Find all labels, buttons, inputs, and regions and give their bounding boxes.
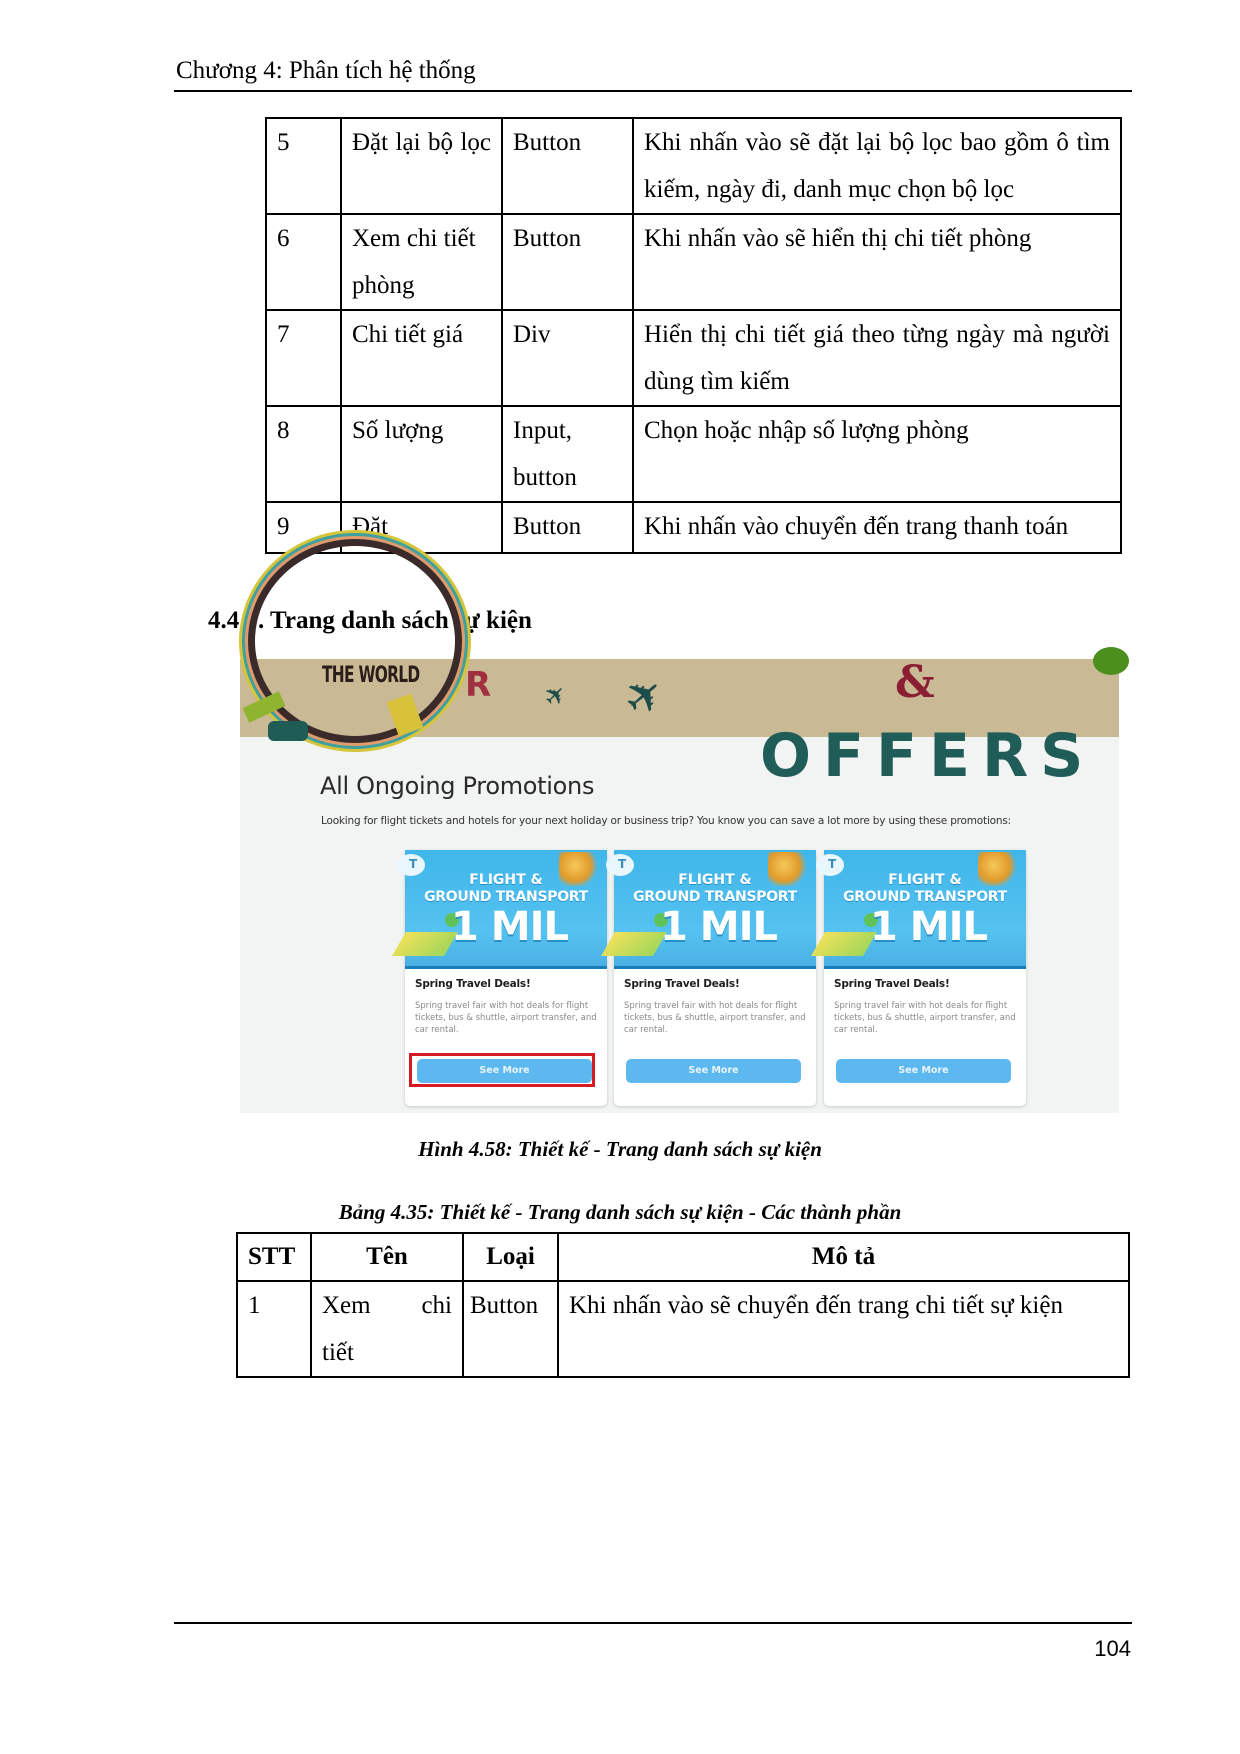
cell-mo-ta: Chọn hoặc nhập số lượng phòng <box>633 406 1121 502</box>
table-row <box>266 310 1121 406</box>
header-loai: Loại <box>463 1233 558 1281</box>
brand-bubble-icon: T <box>606 854 634 876</box>
cell-loai: Div <box>502 310 633 406</box>
card-banner-line2: GROUND TRANSPORT <box>843 889 1007 905</box>
leaf-graphic <box>1093 647 1129 675</box>
card-banner-amount: 1 MIL <box>870 904 987 950</box>
promotions-page-screenshot <box>240 659 1119 1113</box>
cell-loai: Button <box>463 1281 558 1377</box>
cell-ten: Số lượng <box>341 406 502 502</box>
cell-mo-ta: Khi nhấn vào chuyển đến trang thanh toán <box>633 502 1121 553</box>
see-more-button[interactable]: See More <box>417 1059 592 1083</box>
cell-stt: 8 <box>266 406 341 502</box>
footer-rule <box>174 1622 1132 1624</box>
figure-caption: Hình 4.58: Thiết kế - Trang danh sách sự kiện <box>418 1137 822 1161</box>
globe-ring-graphic <box>248 539 462 743</box>
promotions-subtitle: Looking for flight tickets and hotels for your next holiday or business trip? You know you can save a lot more by using these promotions: <box>321 815 1011 827</box>
table-row <box>266 214 1121 310</box>
banner-ring-text: THE WORLD <box>322 663 420 688</box>
cell-loai: Button <box>502 214 633 310</box>
cell-stt: 5 <box>266 118 341 214</box>
cell-stt: 7 <box>266 310 341 406</box>
cell-stt: 6 <box>266 214 341 310</box>
cell-mo-ta: Khi nhấn vào sẽ hiển thị chi tiết phòng <box>633 214 1121 310</box>
decorative-letter: R <box>465 665 492 705</box>
card-banner-line1: FLIGHT & <box>469 872 543 888</box>
card-banner-line2: GROUND TRANSPORT <box>633 889 797 905</box>
promotion-card-image <box>614 850 816 969</box>
card-banner-amount: 1 MIL <box>660 904 777 950</box>
card-banner-line1: FLIGHT & <box>888 872 962 888</box>
section-heading: 4.4.7. Trang danh sách sự kiện <box>208 607 532 634</box>
promotion-card-image <box>824 850 1026 969</box>
header-ten: Tên <box>311 1233 463 1281</box>
table-header-row <box>237 1233 1129 1281</box>
decorative-wedge <box>811 932 877 956</box>
card-title: Spring Travel Deals! <box>415 978 531 990</box>
running-head: Chương 4: Phân tích hệ thống <box>176 57 476 84</box>
brand-bubble-icon: T <box>397 854 425 876</box>
cell-loai: Input, button <box>502 406 633 502</box>
decorative-wedge <box>392 932 458 956</box>
see-more-button[interactable]: See More <box>836 1059 1011 1083</box>
cell-stt: 1 <box>237 1281 311 1377</box>
brand-bubble-icon: T <box>816 854 844 876</box>
cell-ten: Xem chi tiết <box>311 1281 463 1377</box>
card-title: Spring Travel Deals! <box>624 978 740 990</box>
card-description: Spring travel fair with hot deals for flight tickets, bus & shuttle, airport transfer, and car rental. <box>834 1001 1016 1035</box>
cell-ten: Đặt <box>341 502 502 553</box>
page-number: 104 <box>1094 1636 1131 1661</box>
see-more-button[interactable]: See More <box>626 1059 801 1083</box>
table-row <box>266 406 1121 502</box>
cell-ten-text: Đặt lại bộ lọc <box>352 129 491 156</box>
airplane-icon: ✈ <box>537 677 575 715</box>
header-stt: STT <box>237 1233 311 1281</box>
header-mo-ta: Mô tả <box>558 1233 1129 1281</box>
promotions-title: All Ongoing Promotions <box>320 772 595 800</box>
card-banner-line1: FLIGHT & <box>678 872 752 888</box>
promotion-card[interactable] <box>614 850 816 1106</box>
components-table <box>236 1232 1130 1378</box>
table-caption: Bảng 4.35: Thiết kế - Trang danh sách sự kiện - Các thành phần <box>338 1200 902 1224</box>
header-rule <box>174 90 1132 92</box>
cell-loai: Button <box>502 502 633 553</box>
cell-ten <box>341 118 502 214</box>
card-description: Spring travel fair with hot deals for flight tickets, bus & shuttle, airport transfer, and car rental. <box>415 1001 597 1035</box>
annotation-highlight-box <box>409 1053 595 1087</box>
promotion-card[interactable] <box>824 850 1026 1106</box>
decorative-wedge <box>601 932 667 956</box>
cell-mo-ta: Khi nhấn vào sẽ chuyển đến trang chi tiết sự kiện <box>558 1281 1129 1377</box>
promotion-card-image <box>405 850 607 969</box>
cell-ten: Chi tiết giá <box>341 310 502 406</box>
decorative-shape <box>268 721 308 741</box>
cell-mo-ta: Khi nhấn vào sẽ đặt lại bộ lọc bao gồm ô tìm kiếm, ngày đi, danh mục chọn bộ lọc <box>633 118 1121 214</box>
card-banner-line2: GROUND TRANSPORT <box>424 889 588 905</box>
card-title: Spring Travel Deals! <box>834 978 950 990</box>
cell-stt: 9 <box>266 502 341 553</box>
components-table-continued <box>265 117 1122 554</box>
cell-mo-ta: Hiển thị chi tiết giá theo từng ngày mà người dùng tìm kiếm <box>633 310 1121 406</box>
card-description: Spring travel fair with hot deals for flight tickets, bus & shuttle, airport transfer, and car rental. <box>624 1001 806 1035</box>
cell-loai: Button <box>502 118 633 214</box>
card-banner-amount: 1 MIL <box>451 904 568 950</box>
table-row <box>237 1281 1129 1377</box>
table-row <box>266 118 1121 214</box>
airplane-icon: ✈ <box>612 662 677 730</box>
cell-ten: Xem chi tiết phòng <box>341 214 502 310</box>
banner-offers-text: OFFERS <box>760 721 1096 791</box>
banner-ampersand: & <box>895 657 935 708</box>
